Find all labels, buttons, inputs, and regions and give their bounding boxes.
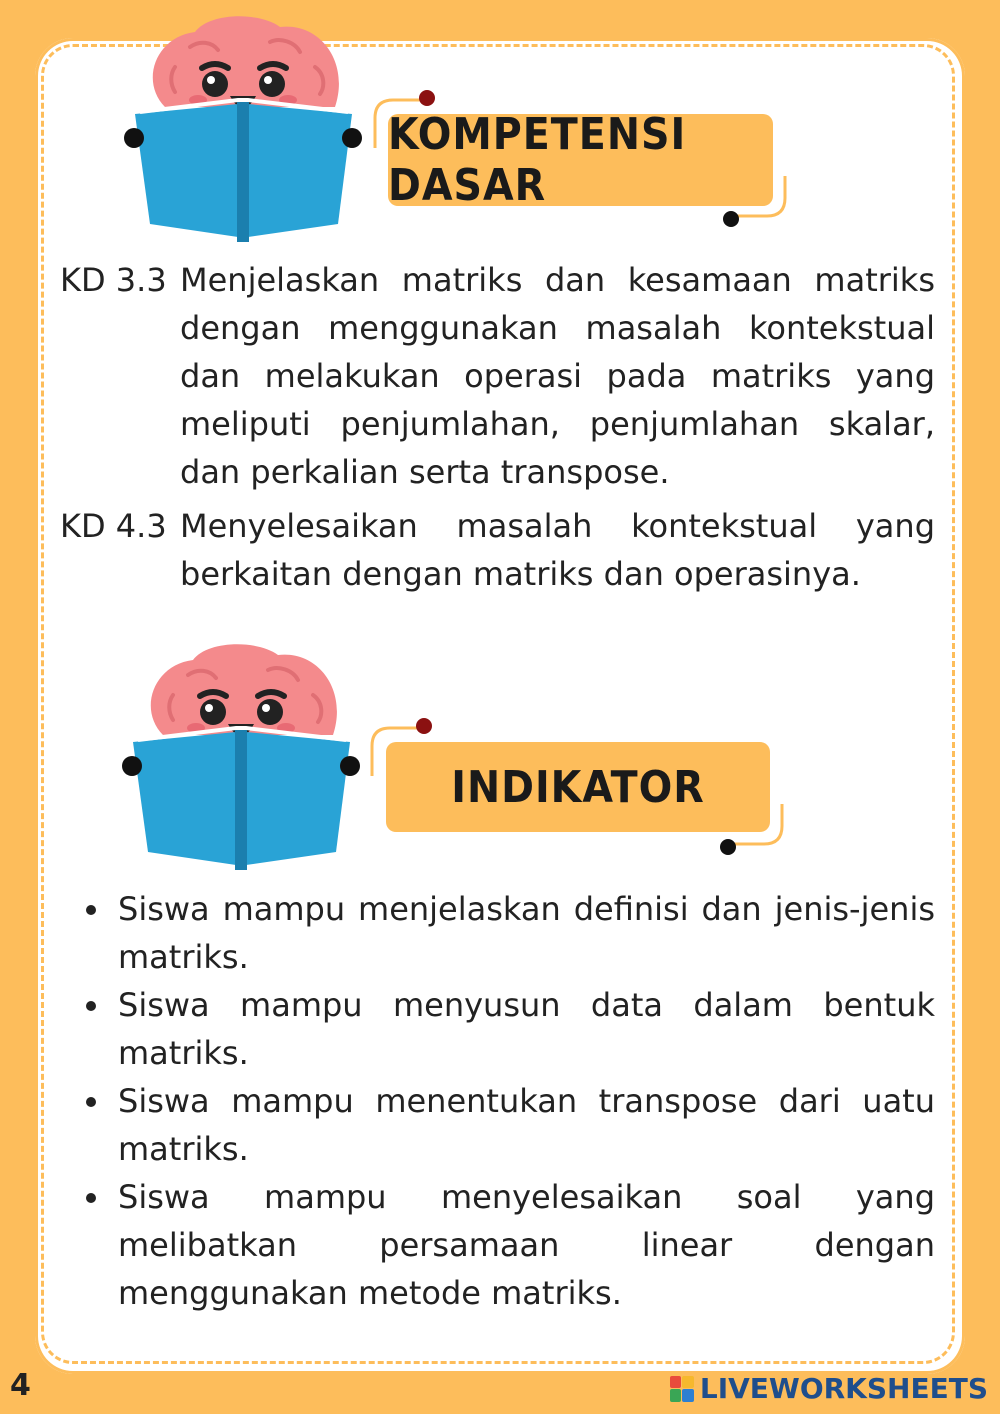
indicator-text: Siswa mampu menyusun data dalam bentuk matriks. [118,986,935,1072]
kd-code: KD 3.3 [60,261,167,299]
indicator-list [82,885,935,1317]
kd-text: Menyelesaikan masalah kontekstual yang berkaitan dengan matriks dan operasinya. [180,507,935,593]
indicator-text: Siswa mampu menentukan transpose dari uatu matriks. [118,1082,935,1168]
list-item [82,1173,935,1317]
list-item [82,981,935,1077]
list-item [82,1077,935,1173]
liveworksheets-logo-icon [670,1376,694,1402]
kd-code: KD 4.3 [60,507,167,545]
bullet-icon [86,1001,96,1011]
kd-item [60,502,935,598]
brain-reading-book-illustration [120,12,370,244]
bullet-icon [86,905,96,915]
kd-text: Menjelaskan matriks dan kesamaan matriks dengan menggunakan masalah kontekstual dan melakukan operasi pada matriks yang meliputi penjumlahan, penjumlahan skalar, dan perkalian serta transpose. [180,261,935,491]
page-number: 4 [10,1368,31,1403]
list-item [82,885,935,981]
liveworksheets-brand[interactable] [670,1372,988,1405]
brain-reading-book-illustration [118,640,368,872]
brand-label: LIVEWORKSHEETS [699,1372,988,1405]
indicator-text: Siswa mampu menyelesaikan soal yang melibatkan persamaan linear dengan menggunakan metode matriks. [118,1178,935,1312]
bullet-icon [86,1193,96,1203]
kd-item [60,256,935,496]
indicator-text: Siswa mampu menjelaskan definisi dan jenis-jenis matriks. [118,890,935,976]
section-title-indikator: INDIKATOR [386,742,770,832]
bullet-icon [86,1097,96,1107]
section-title-kompetensi: KOMPETENSI DASAR [388,114,773,206]
